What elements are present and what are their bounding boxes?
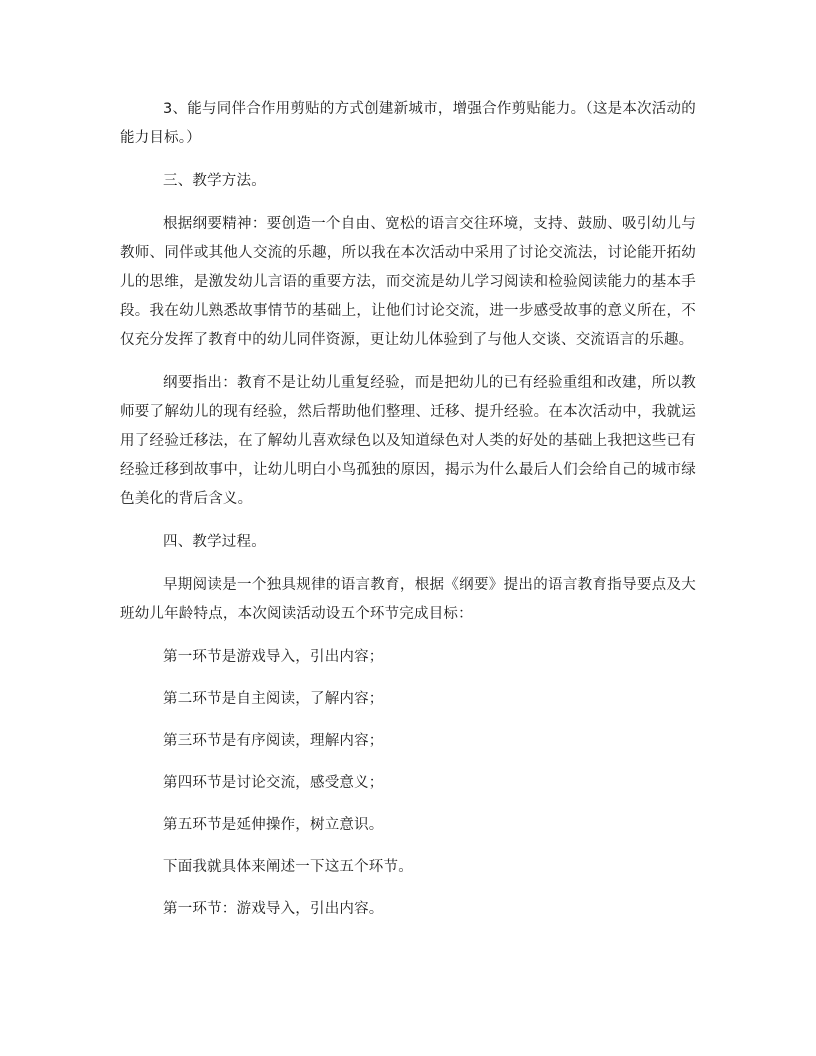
document-page (120, 95, 696, 937)
section-heading-teaching-methods: 三、教学方法。 (163, 173, 266, 189)
ability-goal-paragraph: 3、能与同伴合作用剪贴的方式创建新城市，增强合作剪贴能力。（这是本次活动的能力目标。） (120, 101, 696, 146)
stage-one-heading: 第一环节：游戏导入，引出内容。 (163, 901, 384, 917)
experience-transfer-paragraph: 纲要指出：教育不是让幼儿重复经验，而是把幼儿的已有经验重组和改建，所以教师要了解幼儿的现有经验，然后帮助他们整理、迁移、提升经验。在本次活动中，我就运用了经验迁移法，在了解幼儿喜欢绿色以及知道绿色对人类的好处的基础上我把这些已有经验迁移到故事中，让幼儿明白小鸟孤独的原因，揭示为什么最后人们会给自己的城市绿色美化的背后含义。 (120, 375, 696, 507)
stages-overview-line: 下面我就具体来阐述一下这五个环节。 (163, 859, 413, 875)
stage-two-item: 第二环节是自主阅读，了解内容； (163, 691, 384, 707)
stage-three-item: 第三环节是有序阅读，理解内容； (163, 733, 384, 749)
stage-four-item: 第四环节是讨论交流，感受意义； (163, 775, 384, 791)
section-heading-teaching-process: 四、教学过程。 (163, 534, 266, 550)
stage-one-item: 第一环节是游戏导入，引出内容； (163, 649, 384, 665)
process-intro-paragraph: 早期阅读是一个独具规律的语言教育，根据《纲要》提出的语言教育指导要点及大班幼儿年龄特点，本次阅读活动设五个环节完成目标： (120, 577, 696, 622)
discussion-method-paragraph: 根据纲要精神：要创造一个自由、宽松的语言交往环境，支持、鼓励、吸引幼儿与教师、同伴或其他人交流的乐趣，所以我在本次活动中采用了讨论交流法，讨论能开拓幼儿的思维，是激发幼儿言语的重要方法，而交流是幼儿学习阅读和检验阅读能力的基本手段。我在幼儿熟悉故事情节的基础上，让他们讨论交流，进一步感受故事的意义所在，不仅充分发挥了教育中的幼儿同伴资源，更让幼儿体验到了与他人交谈、交流语言的乐趣。 (120, 216, 696, 348)
stage-five-item: 第五环节是延伸操作，树立意识。 (163, 817, 384, 833)
